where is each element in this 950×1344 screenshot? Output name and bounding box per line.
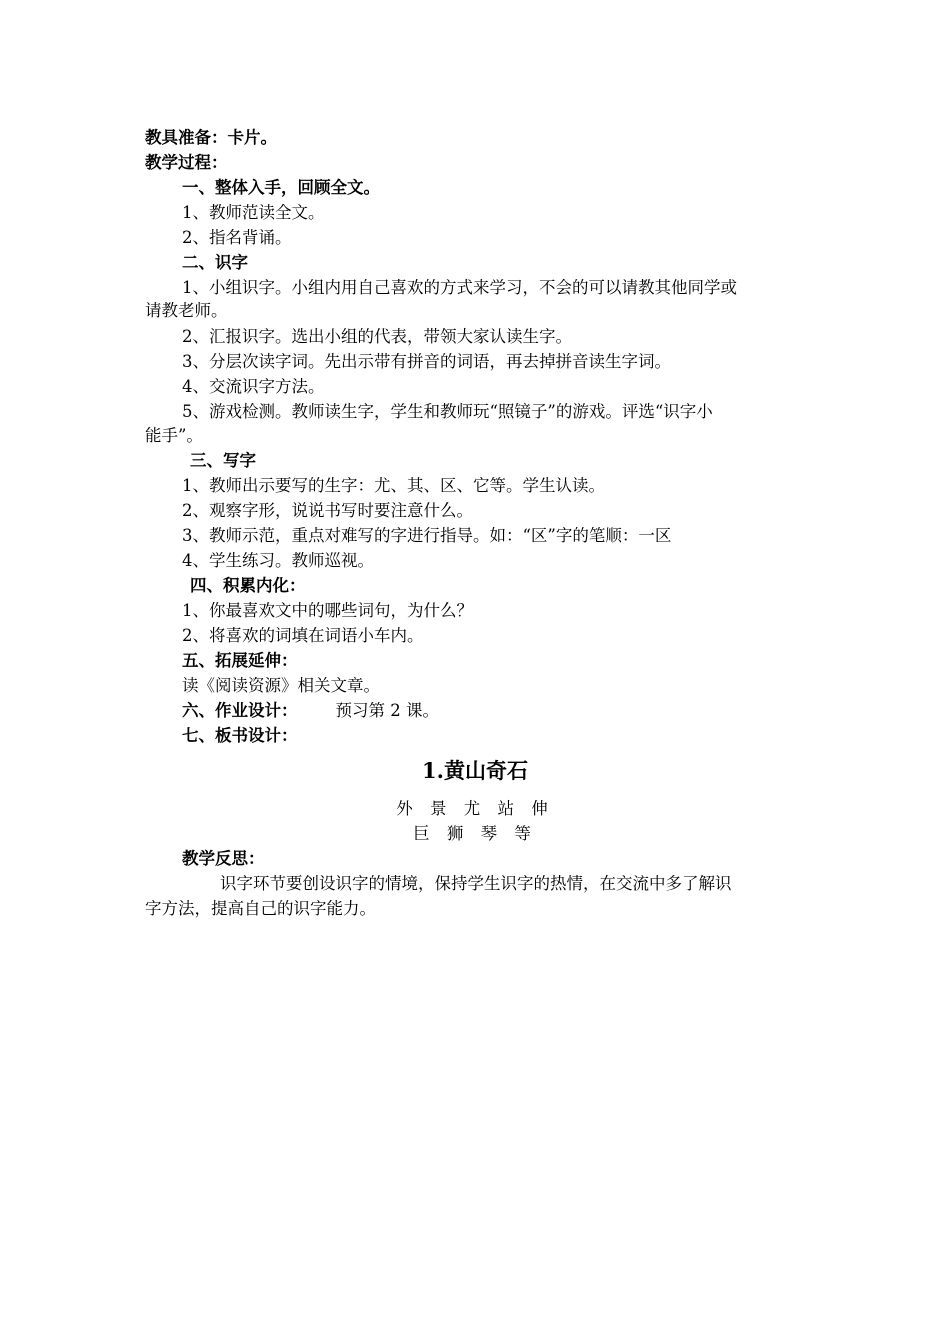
section-2-item: 能手”。 [145,426,203,445]
section-5-item: 读《阅读资源》相关文章。 [182,676,380,695]
section-6-text: 预习第 2 课。 [335,701,439,720]
section-3-item: 1、教师出示要写的生字：尤、其、区、它等。学生认读。 [182,476,605,495]
section-2-item: 4、交流识字方法。 [182,377,325,396]
teaching-tools: 教具准备：卡片。 [145,128,277,147]
section-4-heading: 四、积累内化： [190,576,306,595]
section-2-item: 请教老师。 [145,301,228,320]
section-2-heading: 二、识字 [182,253,248,272]
reflection-heading: 教学反思： [182,849,265,868]
section-3-item: 2、观察字形，说说书写时要注意什么。 [182,501,473,520]
board-row-2: 巨 狮 琴 等 [413,824,537,843]
reflection-line: 识字环节要创设识字的情境，保持学生识字的热情，在交流中多了解识 [220,874,732,893]
section-2-item: 5、游戏检测。教师读生字，学生和教师玩“照镜子”的游戏。评选“识字小 [182,402,713,421]
section-3-heading: 三、写字 [190,451,256,470]
board-title: 1.黄山奇石 [422,758,528,783]
section-5-heading: 五、拓展延伸： [182,651,298,670]
section-4-item: 1、你最喜欢文中的哪些词句，为什么？ [182,601,473,620]
section-6-heading: 六、作业设计： [182,701,298,720]
section-3-item: 3、教师示范，重点对难写的字进行指导。如：“区”字的笔顺：一区 [182,526,672,545]
section-4-item: 2、将喜欢的词填在词语小车内。 [182,626,424,645]
teaching-process-label: 教学过程： [145,153,228,172]
section-3-item: 4、学生练习。教师巡视。 [182,551,374,570]
section-1-item: 2、指名背诵。 [182,228,292,247]
board-row-1: 外 景 尤 站 伸 [396,799,554,818]
section-2-item: 2、汇报识字。选出小组的代表，带领大家认读生字。 [182,327,572,346]
section-1-item: 1、教师范读全文。 [182,203,325,222]
section-1-heading: 一、整体入手，回顾全文。 [182,178,380,197]
section-7-heading: 七、板书设计： [182,726,298,745]
section-6-line [182,699,439,723]
section-2-item: 3、分层次读字词。先出示带有拼音的词语，再去掉拼音读生字词。 [182,352,671,371]
reflection-line: 字方法，提高自己的识字能力。 [145,899,376,918]
section-2-item: 1、小组识字。小组内用自己喜欢的方式来学习，不会的可以请教其他同学或 [182,278,737,297]
